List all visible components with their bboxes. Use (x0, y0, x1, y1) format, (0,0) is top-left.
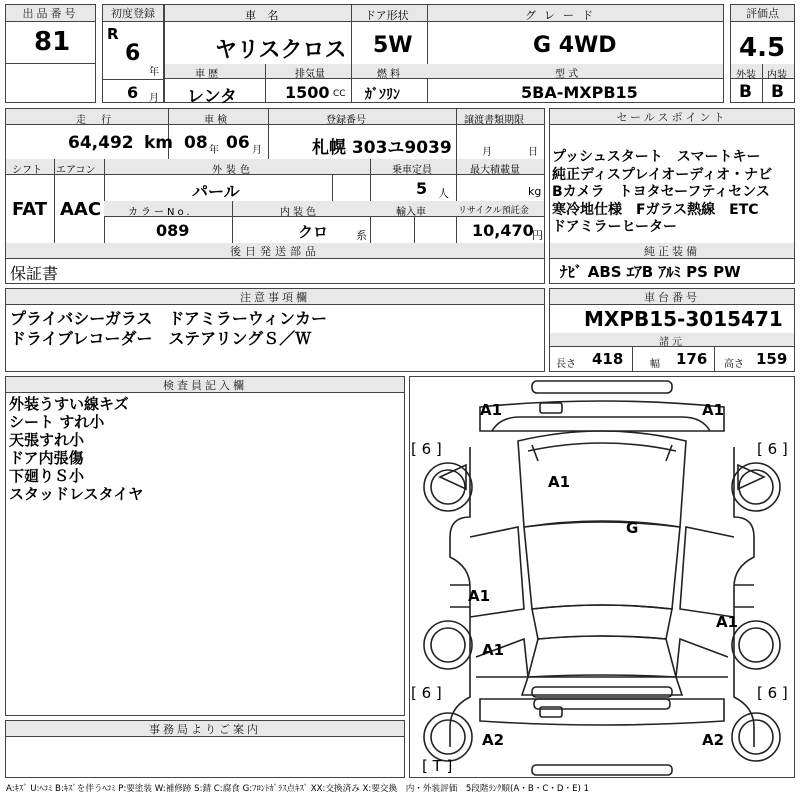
damage-mark: A1 (702, 401, 725, 419)
width: 176 (676, 350, 708, 368)
office-label: 事務局よりご案内 (6, 721, 404, 737)
notes-lines (10, 309, 327, 349)
inspector-line: シート すれ小 (9, 413, 105, 431)
exterior-color: パール (192, 182, 240, 201)
recycle-fee: 10,470 (472, 221, 534, 240)
tire-tread: [ 6 ] (757, 684, 788, 702)
history-label: 車 歴 (195, 69, 219, 80)
chassis-box (549, 288, 795, 372)
insp-month-unit: 月 (252, 145, 262, 156)
lot-number: 81 (34, 27, 71, 57)
sales-point: 寒冷地仕様 Fガラス熱線 ETC (552, 201, 759, 218)
sales-point-box (549, 108, 795, 284)
equip-label: 純正装備 (550, 243, 794, 259)
door-type: 5W (373, 33, 413, 58)
recycle-unit: 円 (532, 229, 543, 242)
plate-label: 登録番号 (326, 115, 366, 126)
legend: A:ｷｽﾞ U:ﾍｺﾐ B:ｷｽﾞを伴うﾍｺﾐ P:要塗装 W:補修跡 S:錆 C:腐食 G:ﾌﾛﾝﾄｶﾞﾗｽ点ｷｽﾞ XX:交換済み X:要交換 内・外装評価 5段階ﾗﾝｸ順(A・B・C・D・E) 1 (6, 784, 590, 794)
door-label: ドア形状 (365, 9, 409, 22)
sales-points (552, 149, 772, 237)
displacement: 1500 (285, 83, 330, 102)
sales-point: プッシュスタート スマートキー (552, 149, 761, 165)
reg-year: 6 (125, 41, 141, 66)
shift-label: シフト (12, 165, 42, 176)
inspector-line: 天張すれ小 (9, 431, 85, 449)
sales-point: ドアミラーヒーター (552, 219, 678, 235)
damage-mark: A1 (548, 473, 571, 491)
inspector-line: 外装うすい線キズ (9, 395, 129, 413)
inspection-label: 車 検 (204, 115, 228, 126)
equipment: ﾅﾋﾞ ABS ｴｱB ｱﾙﾐ PS PW (560, 263, 741, 281)
transfer-day: 日 (528, 147, 538, 158)
inspector-line: スタッドレスタイヤ (9, 485, 144, 503)
chassis-number: MXPB15-3015471 (584, 307, 783, 331)
office-box (5, 720, 405, 778)
name-label: 車 名 (245, 9, 283, 22)
later-parts-label: 後日発送部品 (6, 243, 544, 259)
cc-unit: CC (333, 89, 346, 99)
inspector-label: 検査員記入欄 (6, 377, 404, 393)
year-unit: 年 (149, 67, 159, 78)
ext-label: 外装 (736, 70, 756, 81)
inspection-month: 06 (226, 133, 250, 153)
interior-color: クロ (298, 223, 329, 241)
exterior-grade: B (739, 82, 752, 102)
sales-label: セールスポイント (550, 109, 794, 125)
shift: FAT (12, 199, 48, 220)
car-diagram-svg (410, 377, 794, 777)
vehicle-history: レンタ (187, 87, 237, 107)
tire-tread: [ 6 ] (411, 684, 442, 702)
tire-tread: [ 6 ] (411, 440, 442, 458)
notes-label: 注意事項欄 (6, 289, 544, 305)
car-name: ヤリスクロス (215, 38, 347, 63)
capacity: 5 (416, 179, 428, 198)
sales-point: 純正ディスプレイオーディオ・ナビ (552, 166, 773, 183)
color-number: 089 (156, 221, 190, 240)
color-no-label: カラーNo. (128, 207, 193, 218)
plate-number: 札幌 303ユ9039 (312, 138, 452, 158)
model-code-label: 型 式 (555, 69, 579, 80)
int-label: 内装 (767, 70, 787, 81)
recycle-label: リサイクル預託金 (458, 206, 529, 216)
tire-tread: [ 6 ] (757, 440, 788, 458)
model-code: 5BA-MXPB15 (521, 83, 638, 102)
height: 159 (756, 350, 788, 368)
sales-point: Bカメラ トヨタセーフティセンス (552, 184, 770, 200)
km-unit: km (144, 133, 174, 153)
car-diagram (409, 376, 795, 778)
inspector-lines (9, 395, 143, 503)
transfer-label: 譲渡書類期限 (464, 115, 524, 126)
grade-label: グレード (525, 9, 601, 22)
reg-month: 6 (127, 83, 139, 102)
damage-mark: A1 (480, 401, 503, 419)
damage-mark: A2 (482, 731, 505, 749)
chassis-label: 車台番号 (550, 289, 794, 305)
grade: G 4WD (533, 33, 617, 58)
interior-grade: B (771, 82, 784, 102)
score-box (730, 4, 795, 103)
era: R (107, 25, 119, 43)
lot-box (5, 4, 96, 103)
length: 418 (592, 350, 624, 368)
mileage: 64,492 (68, 133, 134, 153)
first-reg-label: 初度登録 (103, 5, 163, 22)
main-info-box (5, 108, 545, 284)
damage-mark: A1 (482, 641, 505, 659)
dims-label: 諸元 (550, 333, 794, 347)
inspector-line: ドア内張傷 (9, 449, 84, 467)
fuel-label: 燃 料 (377, 69, 401, 80)
score-label: 評価点 (731, 5, 794, 22)
transfer-month: 月 (482, 147, 492, 158)
displacement-label: 排気量 (295, 69, 325, 80)
notes-box (5, 288, 545, 372)
air-conditioner: AAC (60, 199, 102, 220)
damage-mark: A1 (716, 613, 739, 631)
capacity-label: 乗車定員 (392, 165, 432, 176)
vehicle-info-box (164, 4, 724, 107)
month-unit: 月 (149, 93, 159, 104)
load-label: 最大積載量 (470, 165, 520, 176)
inspection-year: 08 (184, 133, 208, 153)
later-parts: 保証書 (10, 264, 59, 283)
color-label: 外装色 (212, 165, 254, 176)
length-label: 長さ (556, 359, 576, 370)
note-line: プライバシーガラス ドアミラーウィンカー (10, 309, 327, 328)
damage-mark: A2 (702, 731, 725, 749)
insp-year-unit: 年 (209, 145, 219, 156)
capacity-unit: 人 (438, 187, 449, 200)
damage-mark: G (626, 519, 639, 537)
fuel: ｶﾞｿﾘﾝ (365, 87, 400, 103)
inspector-box (5, 376, 405, 716)
import-label: 輸入車 (396, 207, 426, 218)
load-unit: kg (528, 185, 542, 198)
spare-tire: [ T ] (422, 757, 453, 775)
width-label: 幅 (650, 359, 660, 370)
score: 4.5 (739, 33, 786, 63)
height-label: 高さ (724, 359, 744, 370)
mileage-label: 走 行 (76, 115, 118, 126)
ac-label: エアコン (56, 165, 96, 176)
int-color-label: 内装色 (280, 207, 319, 218)
first-registration-box (102, 4, 164, 103)
int-color-unit: 系 (356, 229, 367, 242)
note-line: ドライブレコーダー ステアリングＳ／Ｗ (10, 329, 312, 348)
inspector-line: 下廻りＳ小 (9, 467, 85, 485)
lot-label: 出品番号 (6, 5, 95, 22)
damage-mark: A1 (468, 587, 491, 605)
